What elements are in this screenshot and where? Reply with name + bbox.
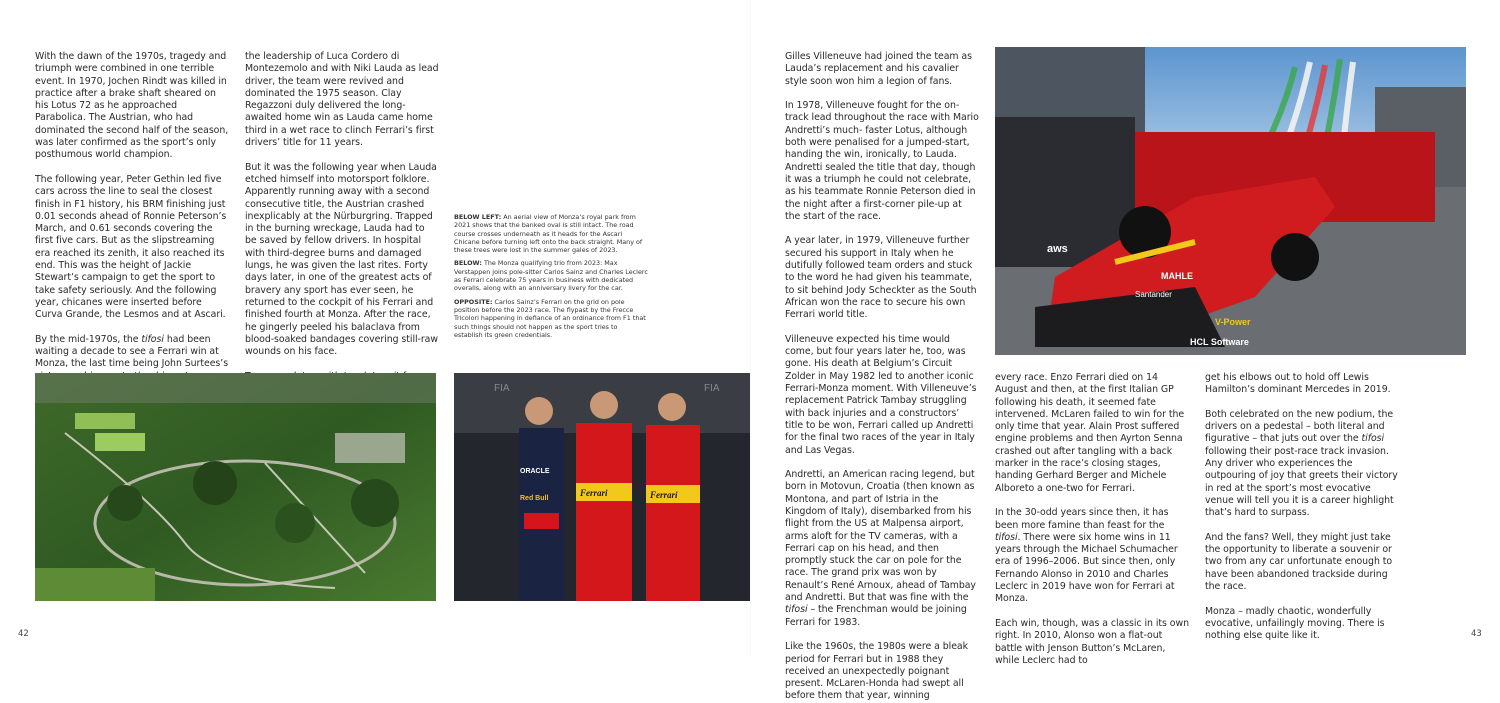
mahle-logo: MAHLE [1161,271,1193,281]
paragraph: the leadership of Luca Cordero di Montezemolo and with Niki Lauda as lead driver, the team were revived and dominated the 1975 season. Clay Regazzoni duly delivered the long-awaited home win as Lauda came home third in a wet race to clinch Ferrari’s first drivers’ title for 11 years. [245,51,439,149]
page-number-right: 43 [1471,629,1482,639]
paragraph: Monza – madly chaotic, wonderfully evocative, unfailingly moving. There is nothing else quite like it. [1205,605,1385,642]
page-number-left: 42 [18,629,29,639]
spine-gutter [750,0,751,656]
left-column-1 [35,51,229,395]
vpower-logo: V-Power [1215,317,1251,327]
paragraph: Each win, though, was a classic in its own right. In 2010, Alonso won a flat-out battle with Jenson Button’s McLaren, while Leclerc had to [995,617,1189,666]
caption-below: BELOW: The Monza qualifying trio from 2023: Max Verstappen joins pole-sitter Carlos Sainz and Charles Leclerc as Ferrari celebrate 75 years in business with dedicated overalls, along with an anniversary livery for the car. [454,259,648,293]
right-column-3 [1205,372,1399,643]
captions-block [454,213,648,344]
paragraph: With the dawn of the 1970s, tragedy and triumph were combined in one terrible event. In 1970, Jochen Rindt was killed in practice after a brake shaft sheared on his Lotus 72 as he approached Parabolica. The Austrian, who had dominated the second half of the season, was later confirmed as the sport’s only posthumous world champion. [35,51,229,161]
paragraph: Like the 1960s, the 1980s were a bleak period for Ferrari but in 1988 they received an unexpectedly poignant present. McLaren-Honda had swept all before them that year, winning [785,641,968,702]
ferrari-logo-2: Ferrari [650,490,678,500]
ferrari-logo-1: Ferrari [580,488,608,498]
paragraph: In the 30-odd years since then, it has been more famine than feast for the tifosi. There were six home wins in 11 years through the Michael Schumacher era of 1996–2006. But since then, only Fernando Alonso in 2010 and Charles Leclerc in 2019 have won for Ferrari at Monza. [995,507,1178,605]
paragraph: every race. Enzo Ferrari died on 14 August and then, at the first Italian GP following his death, it seemed fate intervened. McLaren failed to win for the only time that year. Alain Prost suffered engine problems and then Ayrton Senna crashed out after tangling with a back marker in the race’s closing stages, handing Gerhard Berger and Michele Alboreto a one-two for Ferrari. [995,372,1185,494]
aws-logo: aws [1047,243,1068,255]
paragraph: Both celebrated on the new podium, the drivers on a pedestal – both literal and figurative – that juts out over the tifosi following their post-race track invasion. Any driver who experiences the outpouring of joy that greets their victory in red at the sport’s most evocative venue will tell you it is a career highlight that’s hard to surpass. [1205,408,1398,519]
paragraph: And the fans? Well, they might just take the opportunity to liberate a souvenir or two from any car unfortunate enough to have been abandoned trackside during the race. [1205,531,1393,593]
hclsoftware-logo: HCL Software [1190,337,1249,347]
paragraph: The following year, Peter Gethin led five cars across the line to seal the closest finish in F1 history, his BRM finishing just 0.01 seconds ahead of Ronnie Peterson’s March, and 0.61 seconds covering the first five cars. But as the slipstreaming era reached its zenith, it also reached its end. This was the height of Jackie Stewart’s campaign to get the sport to take safety seriously. And the following year, chicanes were inserted before Curva Grande, the Lesmos and at Ascari. [35,173,227,321]
redbull-logo: Red Bull [520,495,549,502]
paragraph: By the mid-1970s, the tifosi had been waiting a decade to see a Ferrari win at Monza, the last time being John Surtees’s [35,333,229,370]
ferrari-on-grid-photo [995,47,1466,355]
caption-below-left: BELOW LEFT: An aerial view of Monza’s royal park from 2021 shows that the banked oval is still intact. The road course crosses underneath as it heads for the Ascari Chicane before turning left onto the back straight. Many of these trees were lost in the summer gales of 2023. [454,213,643,255]
oracle-logo: ORACLE [520,468,550,475]
paragraph: A year later, in 1979, Villeneuve further secured his support in Italy when he dutifully followed team orders and stuck to the word he had given his teammate, to sit behind Jody Scheckter as the South African won the race to secure his own Ferrari world title. [785,235,977,321]
aerial-monza-park-photo [35,373,436,601]
qualifying-trio-photo [454,373,750,601]
right-column-1 [785,51,979,703]
santander-logo: Santander [1135,290,1172,299]
paragraph: Gilles Villeneuve had joined the team as Lauda’s replacement and his cavalier style soon won him a legion of fans. [785,51,972,87]
paragraph: get his elbows out to hold off Lewis Hamilton’s dominant Mercedes in 2019. [1205,372,1391,396]
paragraph: Andretti, an American racing legend, but born in Motovun, Croatia (then known as Montona, and part of Istria in the Kingdom of Italy), disembarked from his flight from the US at Malpensa airport, arms aloft for the TV cameras, with a Ferrari cap on his head, and then promptly stuck the car on pole for the race. The grand prix was won by Renault’s René Arnoux, ahead of Tambay and Andretti. But that was fine with the tifosi – the Frenchman would be joining Ferrari for 1983. [785,469,976,628]
fia-logo-left: FIA [494,383,510,394]
paragraph: In 1978, Villeneuve fought for the on-track lead throughout the race with Mario Andretti’s much- faster Lotus, although both were penalised for a jumped-start, handing the win, ironically, to Lauda. Andretti sealed the title that day, though it was a triumph he could not celebrate, as his teammate Ronnie Peterson died in the night after a first-corner pile-up at the start of the race. [785,100,979,222]
paragraph: Villeneuve expected his time would come, but four years later he, too, was gone. His death at Belgium’s Circuit Zolder in May 1982 led to another iconic Ferrari-Monza moment. With Villeneuve’s replacement Patrick Tambay struggling with back injuries and a constructors’ title to be won, Ferrari called up Andretti for the final two races of the year in Italy and Las Vegas. [785,333,977,456]
paragraph: But it was the following year when Lauda etched himself into motorsport folklore. Apparently running away with a second consecutive title, the Austrian crashed inexplicably at the Nürburgring. Trapped in the burning wreckage, Lauda had to be saved by fellow drivers. In hospital with third-degree burns and damaged lungs, he was given the last rites. Forty days later, in one of the greatest acts of bravery any sport has ever seen, he returned to the cockpit of his Ferrari and finished fourth at Monza. After the race, he gingerly peeled his balaclava from blood-soaked bandages covering still-raw wounds on his face. [245,161,438,358]
right-column-2 [995,372,1189,667]
left-column-2 [245,51,439,420]
fia-logo-right: FIA [704,383,720,394]
caption-opposite: OPPOSITE: Carlos Sainz’s Ferrari on the grid on pole position before the 2023 race. The flypast by the Frecce Tricolori happening in defiance of an ordinance from F1 that such things should not happen as the sport tries to establish its green credentials. [454,297,646,339]
